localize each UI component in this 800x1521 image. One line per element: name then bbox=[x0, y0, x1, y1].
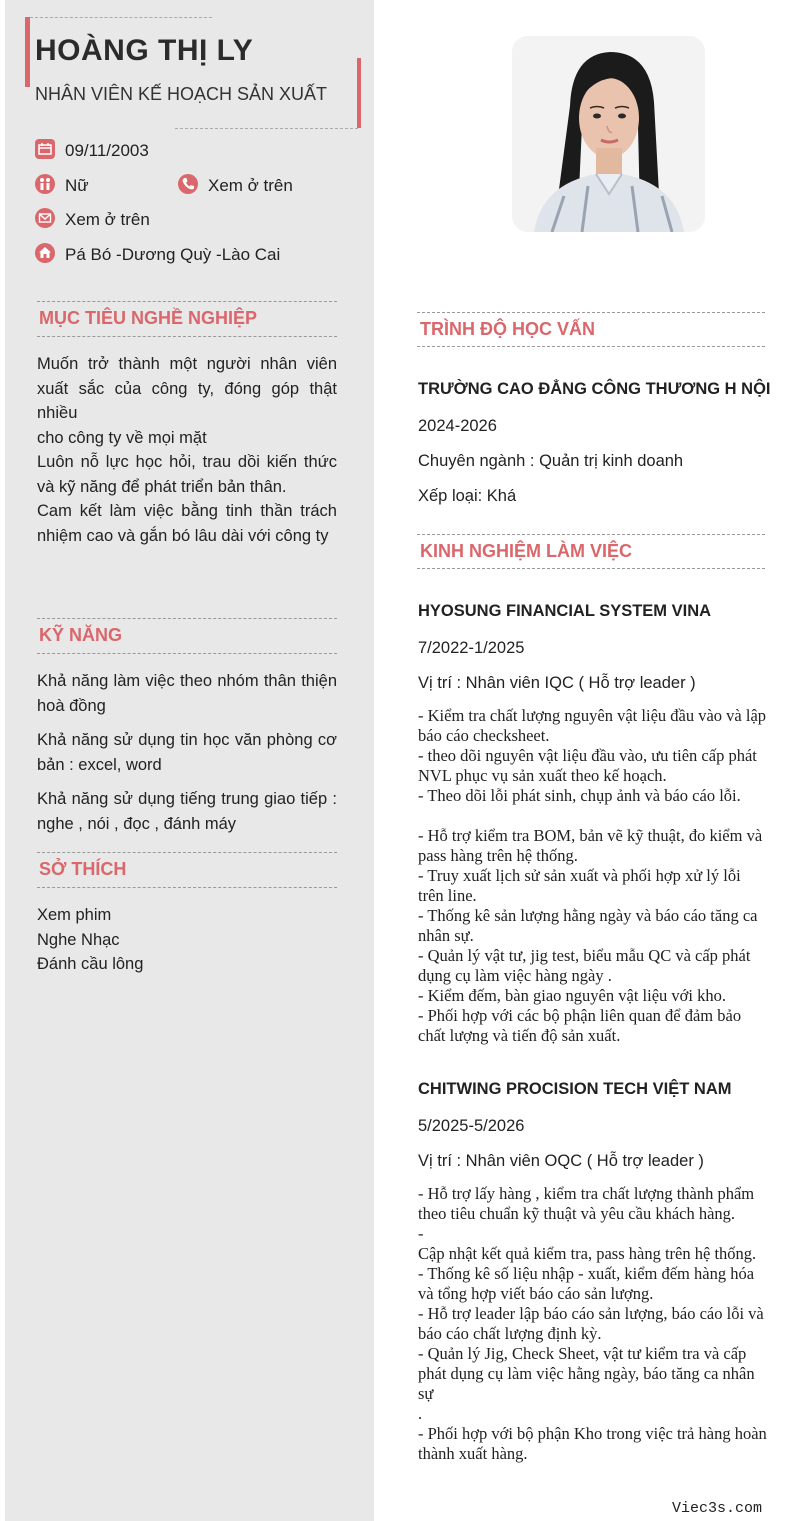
objective-line: Luôn nỗ lực học hỏi, trau dồi kiến thức và kỹ năng để phát triển bản thân. bbox=[37, 453, 337, 496]
education-major: Chuyên ngành : Quản trị kinh doanh bbox=[418, 452, 684, 470]
school-name: TRƯỜNG CAO ĐẲNG CÔNG THƯƠNG H NỘI bbox=[418, 380, 771, 398]
candidate-name: HOÀNG THỊ LY bbox=[35, 34, 254, 67]
objective-text bbox=[37, 352, 337, 548]
experience-divider-top bbox=[417, 534, 765, 535]
objective-line: Cam kết làm việc bằng tinh thần trách nhiệm cao và gắn bó lâu dài với công ty bbox=[37, 502, 337, 545]
hobbies-title: SỞ THÍCH bbox=[39, 859, 127, 879]
job-details: - Hỗ trợ lấy hàng , kiểm tra chất lượng thành phẩm theo tiêu chuẩn kỹ thuật và yêu cầu khách hàng. - Cập nhật kết quả kiểm tra, pass hàng trên hệ thống. - Thống kê số liệu nhập - xuất, kiểm đếm hàng hóa và tổng hợp viết báo cáo sản lượng. - Hỗ trợ leader lập báo cáo sản lượng, báo cáo lỗi và báo cáo chất lượng định kỳ. - Quản lý Jig, Check Sheet, vật tư kiểm tra và cấp phát dụng cụ làm việc hằng ngày, báo tăng ca nhân sự . - Phối hợp với bộ phận Kho trong việc trả hàng hoàn thành xuất hàng. bbox=[418, 1184, 767, 1463]
hobbies-divider-bottom bbox=[37, 887, 337, 888]
skills-divider-top bbox=[37, 618, 337, 619]
gender-icon bbox=[35, 174, 55, 194]
home-icon bbox=[35, 243, 55, 263]
education-rank: Xếp loại: Khá bbox=[418, 487, 517, 505]
hobby-item: Xem phim bbox=[37, 906, 112, 924]
job-title: NHÂN VIÊN KẾ HOẠCH SẢN XUẤT bbox=[35, 84, 328, 104]
experience-divider-bottom bbox=[417, 568, 765, 569]
birthday: 09/11/2003 bbox=[65, 141, 149, 160]
job-divider bbox=[175, 128, 358, 129]
job-period: 7/2022-1/2025 bbox=[418, 639, 525, 657]
name-accent-bar bbox=[25, 17, 30, 87]
footer-brand[interactable]: Viec3s.com bbox=[672, 1500, 763, 1517]
hobby-item: Nghe Nhạc bbox=[37, 930, 120, 949]
job-accent-bar bbox=[357, 58, 361, 128]
job-details: - Kiểm tra chất lượng nguyên vật liệu đầu vào và lập báo cáo checksheet. - theo dõi nguyên vật liệu đầu vào, ưu tiên cấp phát NVL phục vụ sản xuất theo kế hoạch. - Theo dõi lỗi phát sinh, chụp ảnh và báo cáo lỗi. - Hỗ trợ kiểm tra BOM, bản vẽ kỹ thuật, đo kiểm và pass hàng trên hệ thống. - Truy xuất lịch sử sản xuất và phối hợp xử lý lỗi trên line. - Thống kê sản lượng hằng ngày và báo cáo tăng ca nhân sự. - Quản lý vật tư, jig test, biểu mẫu QC và cấp phát dụng cụ làm việc hàng ngày . - Kiểm đếm, bàn giao nguyên vật liệu với kho. - Phối hợp với các bộ phận liên quan để đảm bảo chất lượng và tiến độ sản xuất. bbox=[418, 706, 767, 1045]
portrait-illustration bbox=[512, 36, 705, 232]
name-divider bbox=[30, 17, 212, 18]
skill-item: Khả năng sử dụng tin học văn phòng cơ bản : excel, word bbox=[37, 731, 337, 774]
skill-item: Khả năng sử dụng tiếng trung giao tiếp : nghe , nói , đọc , đánh máy bbox=[37, 790, 337, 833]
address: Pá Bó -Dương Quỳ -Lào Cai bbox=[65, 245, 281, 264]
objective-line: Muốn trở thành một người nhân viên xuất sắc của công ty, đóng góp thật nhiều bbox=[37, 355, 337, 422]
education-title: TRÌNH ĐỘ HỌC VẤN bbox=[420, 319, 595, 339]
job-company: CHITWING PROCISION TECH VIỆT NAM bbox=[418, 1080, 732, 1098]
skill-item: Khả năng làm việc theo nhóm thân thiện hoà đồng bbox=[37, 672, 337, 715]
hobby-item: Đánh cầu lông bbox=[37, 955, 144, 973]
objective-line: cho công ty về mọi mặt bbox=[37, 428, 207, 447]
gender: Nữ bbox=[65, 176, 89, 195]
experience-title: KINH NGHIỆM LÀM VIỆC bbox=[420, 541, 633, 561]
job-position: Vị trí : Nhân viên OQC ( Hỗ trợ leader ) bbox=[418, 1152, 704, 1170]
skills-divider-bottom bbox=[37, 653, 337, 654]
objective-divider-bottom bbox=[37, 336, 337, 337]
job-company: HYOSUNG FINANCIAL SYSTEM VINA bbox=[418, 602, 712, 620]
education-divider-top bbox=[417, 312, 765, 313]
objective-title: MỤC TIÊU NGHỀ NGHIỆP bbox=[39, 308, 258, 328]
email-icon bbox=[35, 208, 55, 228]
job-period: 5/2025-5/2026 bbox=[418, 1117, 525, 1135]
profile-photo bbox=[512, 36, 705, 232]
education-divider-bottom bbox=[417, 346, 765, 347]
calendar-icon bbox=[35, 139, 55, 159]
objective-divider-top bbox=[37, 301, 337, 302]
phone[interactable]: Xem ở trên bbox=[208, 176, 293, 195]
job-position: Vị trí : Nhân viên IQC ( Hỗ trợ leader ) bbox=[418, 674, 696, 692]
education-period: 2024-2026 bbox=[418, 417, 497, 435]
email[interactable]: Xem ở trên bbox=[65, 210, 150, 229]
skills-title: KỸ NĂNG bbox=[39, 625, 123, 645]
hobbies-divider-top bbox=[37, 852, 337, 853]
phone-icon bbox=[178, 174, 198, 194]
hobbies-list bbox=[37, 903, 337, 977]
